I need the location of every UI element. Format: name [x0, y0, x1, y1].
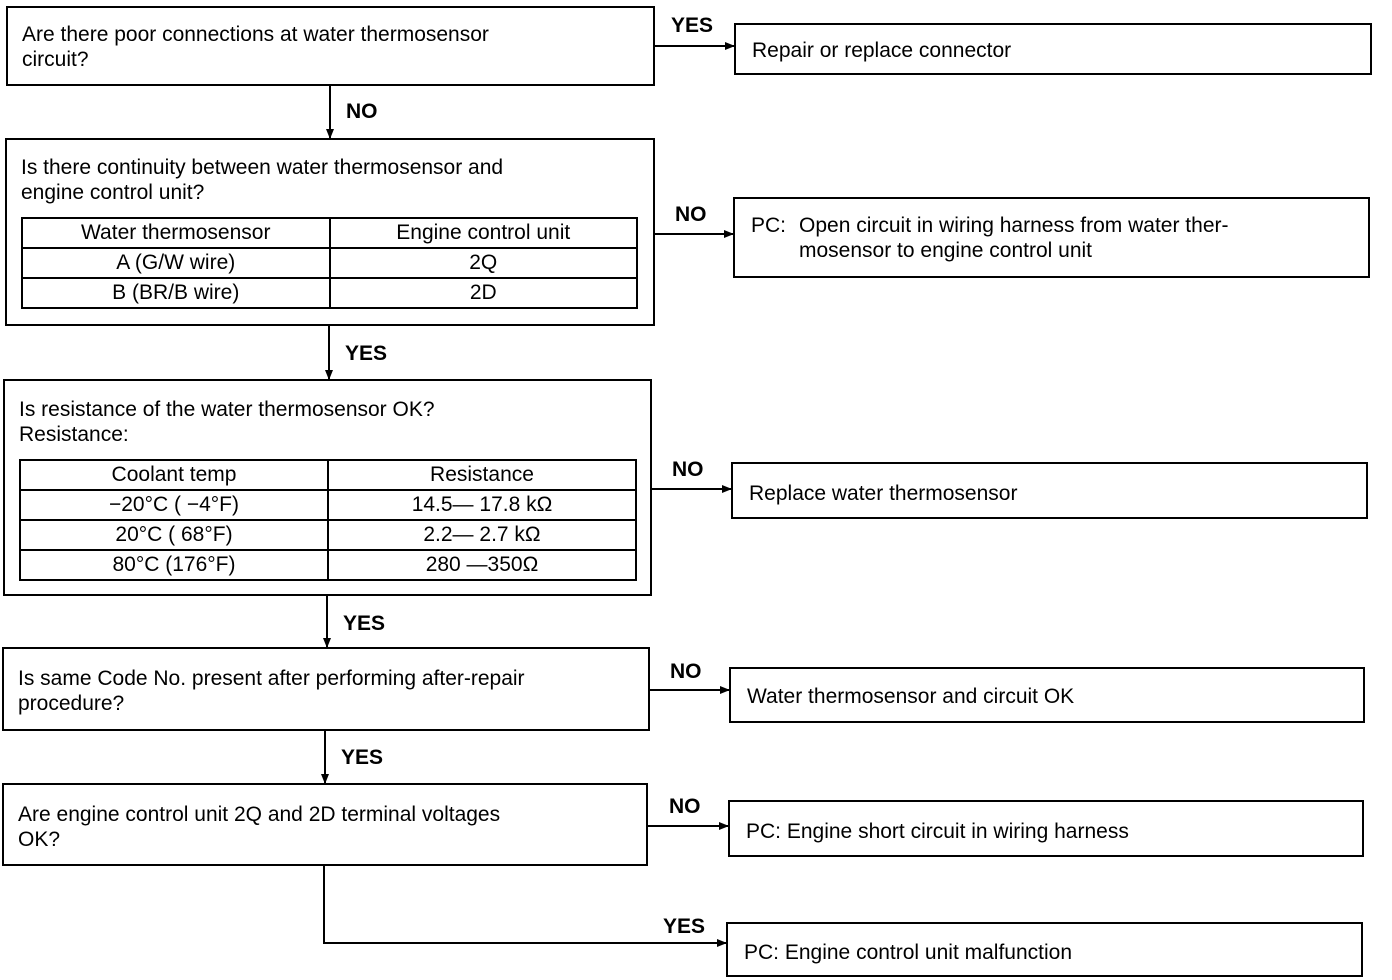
table-header-cell: Resistance: [328, 460, 636, 490]
result-text-5: PC: Engine short circuit in wiring harness: [746, 820, 1129, 843]
table-cell: 2Q: [330, 248, 638, 278]
result-prefix-2: PC:: [751, 214, 787, 237]
table-cell: 2.2— 2.7 kΩ: [328, 520, 636, 550]
result-box-3: [731, 462, 1368, 519]
table-row: [20, 490, 636, 520]
result-text-4: Water thermosensor and circuit OK: [747, 685, 1075, 708]
table-header-cell: Engine control unit: [330, 218, 638, 248]
label-q4-no: NO: [670, 660, 702, 683]
question-text-2: Is there continuity between water thermosensor and engine control unit?: [21, 156, 504, 204]
table-cell: 2D: [330, 278, 638, 308]
label-q4-yes: YES: [341, 746, 384, 769]
question-box-2: [5, 138, 655, 326]
table-cell: 80°C (176°F): [20, 550, 328, 580]
table-row: [22, 278, 637, 308]
table-cell: A (G/W wire): [22, 248, 330, 278]
label-q2-yes: YES: [345, 342, 388, 365]
label-q3-no: NO: [672, 458, 704, 481]
result-box-4: [729, 667, 1365, 723]
table-cell: B (BR/B wire): [22, 278, 330, 308]
result-text-final: PC: Engine control unit malfunction: [744, 941, 1073, 964]
question-box-1: [6, 6, 655, 86]
table-cell: 20°C ( 68°F): [20, 520, 328, 550]
table-cell: −20°C ( −4°F): [20, 490, 328, 520]
table-row: [20, 520, 636, 550]
result-text-1: Repair or replace connector: [752, 39, 1012, 62]
question-text-4: Is same Code No. present after performing after-repair procedure?: [18, 667, 525, 715]
question-box-5: [2, 783, 648, 866]
table-row: [22, 248, 637, 278]
result-text-3: Replace water thermosensor: [749, 482, 1018, 505]
table-cell: 14.5— 17.8 kΩ: [328, 490, 636, 520]
result-box-5: [728, 800, 1364, 857]
result-box-1: [734, 23, 1372, 75]
table-header-row: [20, 460, 636, 490]
label-q5-yes: YES: [663, 915, 706, 938]
question-text-1: Are there poor connections at water thermosensor circuit?: [22, 23, 489, 71]
table-header-row: [22, 218, 637, 248]
table-row: [20, 550, 636, 580]
result-box-2: [733, 197, 1370, 278]
table-cell: 280 —350Ω: [328, 550, 636, 580]
question-box-4: [2, 647, 650, 731]
continuity-table: [21, 217, 638, 309]
question-box-3: [3, 379, 652, 596]
label-q1-yes: YES: [671, 14, 714, 37]
label-q3-yes: YES: [343, 612, 386, 635]
table-header-cell: Coolant temp: [20, 460, 328, 490]
label-q5-no: NO: [669, 795, 701, 818]
label-q2-no: NO: [675, 203, 707, 226]
label-q1-no: NO: [346, 100, 378, 123]
resistance-table: [19, 459, 637, 581]
question-text-5: Are engine control unit 2Q and 2D terminal voltages OK?: [18, 803, 501, 851]
question-text-3: Is resistance of the water thermosensor OK? Resistance:: [19, 398, 435, 446]
result-box-final: [726, 922, 1363, 977]
table-header-cell: Water thermosensor: [22, 218, 330, 248]
result-text-2: Open circuit in wiring harness from water ther- mosensor to engine control unit: [799, 214, 1229, 262]
